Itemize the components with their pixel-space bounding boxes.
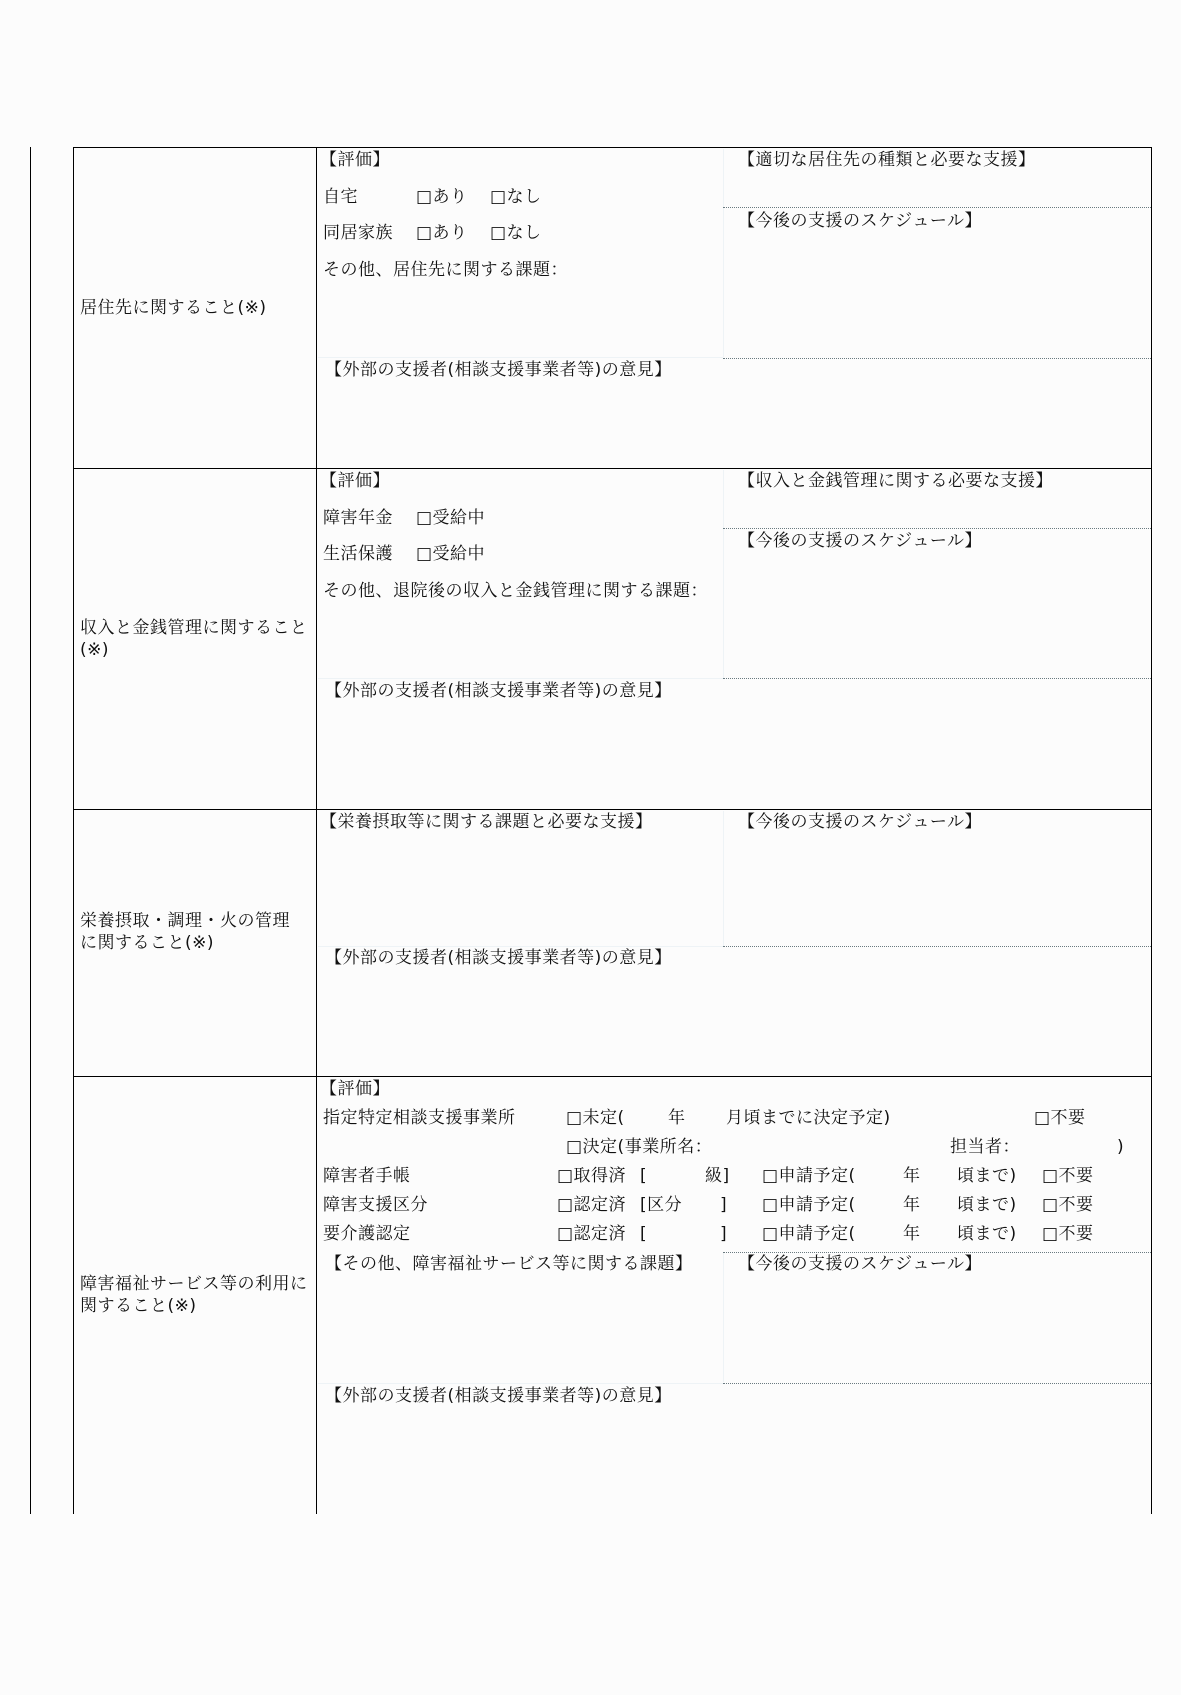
office-month-label: 月頃までに決定予定) [726, 1108, 891, 1128]
not-needed-checkbox[interactable]: □不要 [1042, 1195, 1094, 1215]
appropriate-residence-header: 【適切な居住先の種類と必要な支援】 [738, 150, 1036, 170]
cohabiting-no-checkbox[interactable]: □なし [490, 223, 542, 243]
opinion-area-divider [318, 357, 723, 358]
nutrition-issues-header: 【栄養摂取等に関する課題と必要な支援】 [320, 812, 653, 832]
evaluation-header: 【評価】 [320, 150, 390, 170]
evaluation-header: 【評価】 [320, 471, 390, 491]
dotted-divider [723, 1383, 1151, 1384]
support-schedule-header: 【今後の支援のスケジュール】 [738, 812, 982, 832]
income-support-header: 【収入と金銭管理に関する必要な支援】 [738, 471, 1053, 491]
bracket-close: ] [720, 1224, 728, 1244]
inner-column-divider [723, 1252, 724, 1382]
bracket-open: [区分 [640, 1195, 683, 1215]
section-label-line2: に関すること(※) [80, 933, 215, 953]
table-left-border [73, 147, 74, 1514]
other-issue-label: その他、居住先に関する課題： [323, 260, 568, 280]
dotted-divider [723, 1252, 1151, 1253]
dotted-divider [723, 528, 1151, 529]
support-schedule-header: 【今後の支援のスケジュール】 [738, 211, 982, 231]
bracket-open: [ [640, 1224, 648, 1244]
section-label-line2: (※) [80, 640, 110, 660]
apply-planned-checkbox[interactable]: □申請予定( [762, 1224, 856, 1244]
external-opinion-header: 【外部の支援者(相談支援事業者等)の意見】 [325, 360, 672, 380]
not-needed-checkbox[interactable]: □不要 [1042, 1224, 1094, 1244]
section-divider-2 [73, 809, 1152, 810]
section-label [80, 910, 290, 954]
section-label-line2: 関すること(※) [80, 1296, 197, 1316]
table-top-border [73, 147, 1152, 148]
home-no-checkbox[interactable]: □なし [490, 187, 542, 207]
external-opinion-header: 【外部の支援者(相談支援事業者等)の意見】 [325, 681, 672, 701]
not-needed-checkbox[interactable]: □不要 [1042, 1166, 1094, 1186]
office-undecided-checkbox[interactable]: □未定( [566, 1108, 625, 1128]
section-label-line1: 障害福祉サービス等の利用に [80, 1274, 308, 1294]
office-close-paren: ) [1117, 1137, 1125, 1157]
until-label: 頃まで) [957, 1195, 1017, 1215]
dotted-divider [723, 358, 1151, 359]
page-left-margin-line [30, 147, 31, 1514]
section-divider-3 [73, 1076, 1152, 1077]
opinion-area-divider [318, 1383, 723, 1384]
office-not-needed-checkbox[interactable]: □不要 [1034, 1108, 1086, 1128]
year-label: 年 [903, 1224, 921, 1244]
opinion-area-divider [318, 946, 723, 947]
dotted-divider [723, 946, 1151, 947]
apply-planned-checkbox[interactable]: □申請予定( [762, 1166, 856, 1186]
office-person-label: 担当者： [950, 1137, 1020, 1157]
status-checkbox[interactable]: □認定済 [557, 1224, 627, 1244]
until-label: 頃まで) [957, 1166, 1017, 1186]
external-opinion-header: 【外部の支援者(相談支援事業者等)の意見】 [325, 948, 672, 968]
office-decided-checkbox[interactable]: □決定(事業所名： [566, 1137, 713, 1157]
opinion-area-divider [318, 678, 723, 679]
inner-column-divider [723, 470, 724, 678]
evaluation-header: 【評価】 [320, 1079, 390, 1099]
section-label-line1: 収入と金銭管理に関すること [80, 618, 308, 638]
support-schedule-header: 【今後の支援のスケジュール】 [738, 531, 982, 551]
bracket-close: 級] [705, 1166, 730, 1186]
year-label: 年 [903, 1195, 921, 1215]
inner-column-divider [723, 149, 724, 357]
item-label: 要介護認定 [323, 1224, 411, 1244]
home-yes-checkbox[interactable]: □あり [416, 187, 468, 207]
home-label: 自宅 [323, 187, 358, 207]
dotted-divider [723, 207, 1151, 208]
support-schedule-header: 【今後の支援のスケジュール】 [738, 1254, 982, 1274]
consultation-office-label: 指定特定相談支援事業所 [323, 1108, 516, 1128]
welfare-receiving-checkbox[interactable]: □受給中 [416, 544, 486, 564]
cohabiting-family-label: 同居家族 [323, 223, 393, 243]
bracket-close: ] [720, 1195, 728, 1215]
other-services-issue-header: 【その他、障害福祉サービス等に関する課題】 [325, 1254, 693, 1274]
section-label: 居住先に関すること(※) [80, 298, 267, 318]
office-year-label: 年 [668, 1108, 686, 1128]
item-label: 障害支援区分 [323, 1195, 428, 1215]
section-divider-1 [73, 468, 1152, 469]
apply-planned-checkbox[interactable]: □申請予定( [762, 1195, 856, 1215]
until-label: 頃まで) [957, 1224, 1017, 1244]
dotted-divider [723, 678, 1151, 679]
table-right-border [1151, 147, 1152, 1514]
label-column-divider [316, 147, 317, 1514]
status-checkbox[interactable]: □認定済 [557, 1195, 627, 1215]
status-checkbox[interactable]: □取得済 [557, 1166, 627, 1186]
inner-column-divider [723, 811, 724, 946]
section-label [80, 1273, 308, 1317]
bracket-open: [ [640, 1166, 648, 1186]
cohabiting-yes-checkbox[interactable]: □あり [416, 223, 468, 243]
disability-pension-receiving-checkbox[interactable]: □受給中 [416, 508, 486, 528]
section-label [80, 617, 308, 661]
other-issue-label: その他、退院後の収入と金銭管理に関する課題： [323, 581, 708, 601]
disability-pension-label: 障害年金 [323, 508, 393, 528]
item-label: 障害者手帳 [323, 1166, 411, 1186]
external-opinion-header: 【外部の支援者(相談支援事業者等)の意見】 [325, 1386, 672, 1406]
welfare-label: 生活保護 [323, 544, 393, 564]
year-label: 年 [903, 1166, 921, 1186]
section-label-line1: 栄養摂取・調理・火の管理 [80, 911, 290, 931]
